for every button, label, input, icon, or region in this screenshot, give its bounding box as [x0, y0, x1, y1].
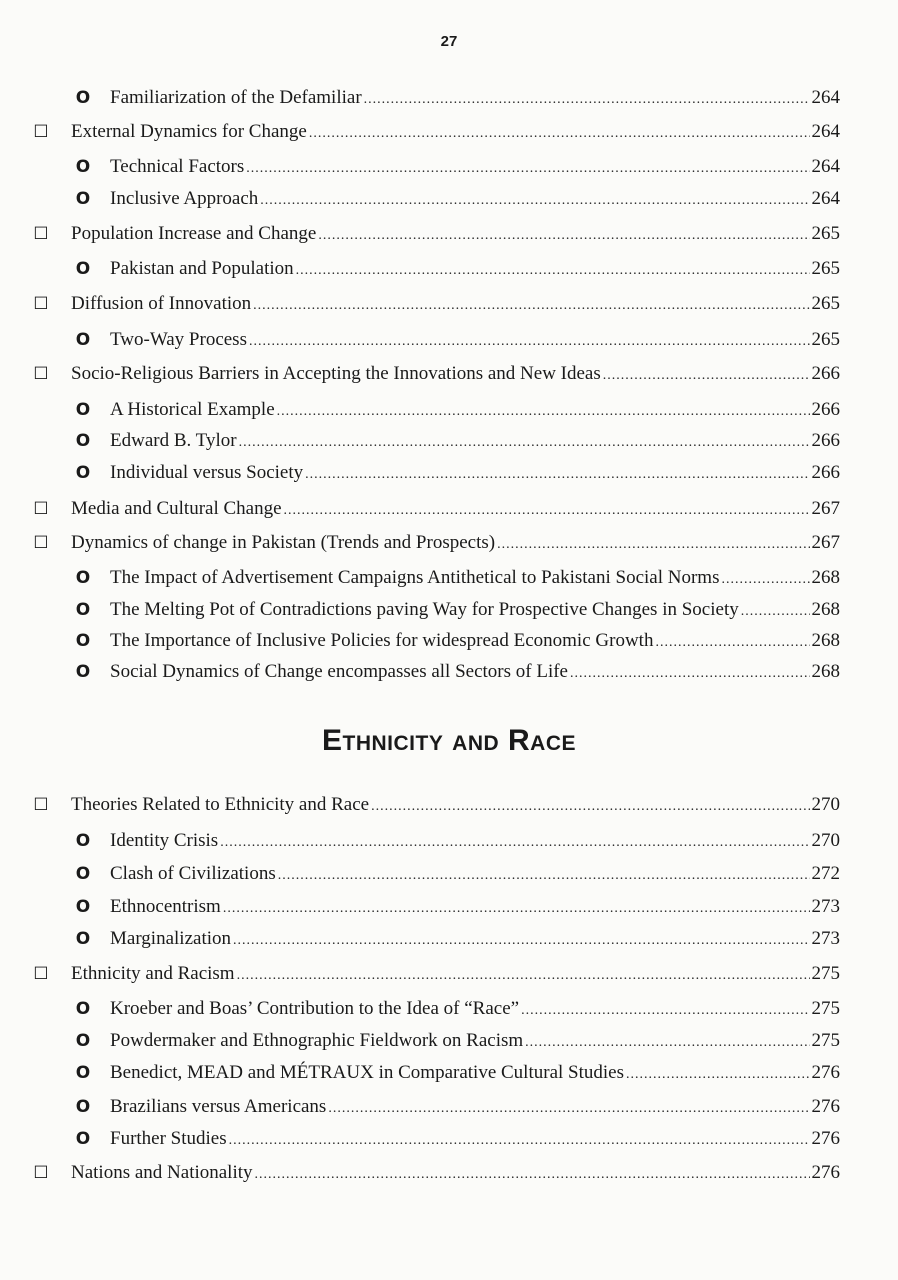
toc-entry[interactable] — [0, 361, 898, 387]
circle-bullet-icon: O — [75, 1097, 91, 1117]
dot-leader — [277, 399, 810, 425]
dot-leader — [603, 363, 810, 389]
toc-subentry[interactable] — [0, 861, 898, 887]
circle-bullet-icon: O — [75, 831, 91, 851]
entry-title: Inclusive Approach — [110, 188, 259, 209]
dot-leader — [249, 329, 810, 355]
dot-leader — [328, 1096, 809, 1122]
entry-title: Kroeber and Boas’ Contribution to the Idea of “Race” — [110, 998, 520, 1019]
toc-entry[interactable] — [0, 530, 898, 556]
entry-page: 276 — [811, 1128, 840, 1149]
entry-title: Marginalization — [110, 928, 232, 949]
entry-title: Ethnicity and Racism — [71, 963, 235, 984]
square-bullet-icon: ☐ — [33, 964, 49, 984]
page-number: 27 — [440, 33, 458, 50]
toc-subentry[interactable] — [0, 597, 898, 623]
circle-bullet-icon: O — [75, 631, 91, 651]
entry-title: Clash of Civilizations — [110, 863, 276, 884]
entry-page: 268 — [811, 661, 840, 682]
toc-subentry[interactable] — [0, 659, 898, 685]
toc-subentry[interactable] — [0, 460, 898, 486]
entry-title: Two-Way Process — [110, 329, 247, 350]
entry-title: Ethnocentrism — [110, 896, 221, 917]
circle-bullet-icon: O — [75, 157, 91, 177]
circle-bullet-icon: O — [75, 1031, 91, 1051]
entry-page: 266 — [811, 399, 840, 420]
dot-leader — [260, 188, 809, 214]
dot-leader — [318, 223, 809, 249]
toc-subentry[interactable] — [0, 327, 898, 353]
circle-bullet-icon: O — [75, 662, 91, 682]
toc-subentry[interactable] — [0, 256, 898, 282]
entry-title: The Melting Pot of Contradictions paving Way for Prospective Changes in Society — [110, 599, 739, 620]
circle-bullet-icon: O — [75, 999, 91, 1019]
entry-page: 264 — [811, 121, 840, 142]
toc-subentry[interactable] — [0, 186, 898, 212]
entry-title: Powdermaker and Ethnographic Fieldwork on Racism — [110, 1030, 524, 1051]
toc-subentry[interactable] — [0, 397, 898, 423]
circle-bullet-icon: O — [75, 568, 91, 588]
circle-bullet-icon: O — [75, 897, 91, 917]
entry-title: Dynamics of change in Pakistan (Trends and Prospects) — [71, 532, 496, 553]
entry-page: 275 — [811, 1030, 840, 1051]
entry-title: Identity Crisis — [110, 830, 219, 851]
entry-title: Familiarization of the Defamiliar — [110, 87, 362, 108]
entry-title: Population Increase and Change — [71, 223, 317, 244]
dot-leader — [371, 794, 809, 820]
toc-entry[interactable] — [0, 119, 898, 145]
square-bullet-icon: ☐ — [33, 1163, 49, 1183]
circle-bullet-icon: O — [75, 463, 91, 483]
entry-title: Pakistan and Population — [110, 258, 294, 279]
entry-page: 273 — [811, 896, 840, 917]
dot-leader — [655, 630, 809, 656]
square-bullet-icon: ☐ — [33, 533, 49, 553]
square-bullet-icon: ☐ — [33, 294, 49, 314]
dot-leader — [223, 896, 810, 922]
entry-title: External Dynamics for Change — [71, 121, 307, 142]
entry-page: 265 — [811, 329, 840, 350]
entry-title: Benedict, MEAD and MÉTRAUX in Comparative Cultural Studies — [110, 1062, 624, 1083]
entry-title: Technical Factors — [110, 156, 245, 177]
entry-page: 268 — [811, 567, 840, 588]
entry-title: Individual versus Society — [110, 462, 304, 483]
square-bullet-icon: ☐ — [33, 224, 49, 244]
dot-leader — [246, 156, 809, 182]
circle-bullet-icon: O — [75, 259, 91, 279]
entry-page: 267 — [811, 498, 840, 519]
entry-page: 266 — [811, 363, 840, 384]
entry-page: 266 — [811, 462, 840, 483]
toc-subentry[interactable] — [0, 1060, 898, 1086]
toc-entry[interactable] — [0, 792, 898, 818]
toc-subentry[interactable] — [0, 1028, 898, 1054]
toc-subentry[interactable] — [0, 428, 898, 454]
square-bullet-icon: ☐ — [33, 122, 49, 142]
circle-bullet-icon: O — [75, 600, 91, 620]
circle-bullet-icon: O — [75, 864, 91, 884]
toc-entry[interactable] — [0, 496, 898, 522]
circle-bullet-icon: O — [75, 1063, 91, 1083]
dot-leader — [309, 121, 810, 147]
dot-leader — [229, 1128, 810, 1154]
toc-subentry[interactable] — [0, 828, 898, 854]
entry-page: 270 — [811, 794, 840, 815]
dot-leader — [296, 258, 810, 284]
dot-leader — [721, 567, 809, 593]
circle-bullet-icon: O — [75, 431, 91, 451]
section-heading: Ethnicity and Race — [321, 724, 576, 757]
toc-entry[interactable] — [0, 1160, 898, 1186]
entry-page: 276 — [811, 1162, 840, 1183]
toc-subentry[interactable] — [0, 1126, 898, 1152]
circle-bullet-icon: O — [75, 330, 91, 350]
toc-subentry[interactable] — [0, 894, 898, 920]
entry-page: 268 — [811, 599, 840, 620]
dot-leader — [525, 1030, 809, 1056]
dot-leader — [570, 661, 810, 687]
entry-title: Nations and Nationality — [71, 1162, 253, 1183]
toc-subentry[interactable] — [0, 565, 898, 591]
entry-title: Brazilians versus Americans — [110, 1096, 327, 1117]
entry-title: The Impact of Advertisement Campaigns Antithetical to Pakistani Social Norms — [110, 567, 720, 588]
entry-page: 272 — [811, 863, 840, 884]
dot-leader — [626, 1062, 810, 1088]
toc-entry[interactable] — [0, 221, 898, 247]
dot-leader — [278, 863, 810, 889]
circle-bullet-icon: O — [75, 929, 91, 949]
entry-title: The Importance of Inclusive Policies for widespread Economic Growth — [110, 630, 654, 651]
dot-leader — [521, 998, 809, 1024]
entry-page: 273 — [811, 928, 840, 949]
entry-title: Media and Cultural Change — [71, 498, 282, 519]
dot-leader — [233, 928, 809, 954]
square-bullet-icon: ☐ — [33, 364, 49, 384]
toc-subentry[interactable] — [0, 1094, 898, 1120]
dot-leader — [497, 532, 809, 558]
toc-entry[interactable] — [0, 961, 898, 987]
entry-title: Theories Related to Ethnicity and Race — [71, 794, 370, 815]
dot-leader — [305, 462, 809, 488]
dot-leader — [741, 599, 810, 625]
dot-leader — [253, 293, 809, 319]
circle-bullet-icon: O — [75, 189, 91, 209]
dot-leader — [239, 430, 810, 456]
toc-subentry[interactable] — [0, 628, 898, 654]
toc-subentry[interactable] — [0, 996, 898, 1022]
entry-page: 264 — [811, 87, 840, 108]
entry-title: Socio-Religious Barriers in Accepting the Innovations and New Ideas — [71, 363, 601, 384]
entry-page: 266 — [811, 430, 840, 451]
entry-page: 275 — [811, 963, 840, 984]
entry-page: 268 — [811, 630, 840, 651]
dot-leader — [364, 87, 810, 113]
dot-leader — [284, 498, 810, 524]
entry-page: 265 — [811, 258, 840, 279]
circle-bullet-icon: O — [75, 88, 91, 108]
toc-entry[interactable] — [0, 291, 898, 317]
entry-page: 267 — [811, 532, 840, 553]
entry-title: Social Dynamics of Change encompasses all Sectors of Life — [110, 661, 568, 682]
entry-title: Diffusion of Innovation — [71, 293, 252, 314]
square-bullet-icon: ☐ — [33, 795, 49, 815]
entry-title: Edward B. Tylor — [110, 430, 237, 451]
entry-page: 276 — [811, 1096, 840, 1117]
entry-page: 264 — [811, 156, 840, 177]
circle-bullet-icon: O — [75, 1129, 91, 1149]
square-bullet-icon: ☐ — [33, 499, 49, 519]
circle-bullet-icon: O — [75, 400, 91, 420]
entry-page: 265 — [811, 293, 840, 314]
entry-page: 270 — [811, 830, 840, 851]
entry-page: 265 — [811, 223, 840, 244]
entry-title: A Historical Example — [110, 399, 275, 420]
entry-title: Further Studies — [110, 1128, 227, 1149]
dot-leader — [220, 830, 809, 856]
entry-page: 275 — [811, 998, 840, 1019]
dot-leader — [237, 963, 810, 989]
entry-page: 264 — [811, 188, 840, 209]
toc-subentry[interactable] — [0, 926, 898, 952]
toc-subentry[interactable] — [0, 154, 898, 180]
entry-page: 276 — [811, 1062, 840, 1083]
dot-leader — [255, 1162, 810, 1188]
toc-subentry[interactable] — [0, 85, 898, 111]
